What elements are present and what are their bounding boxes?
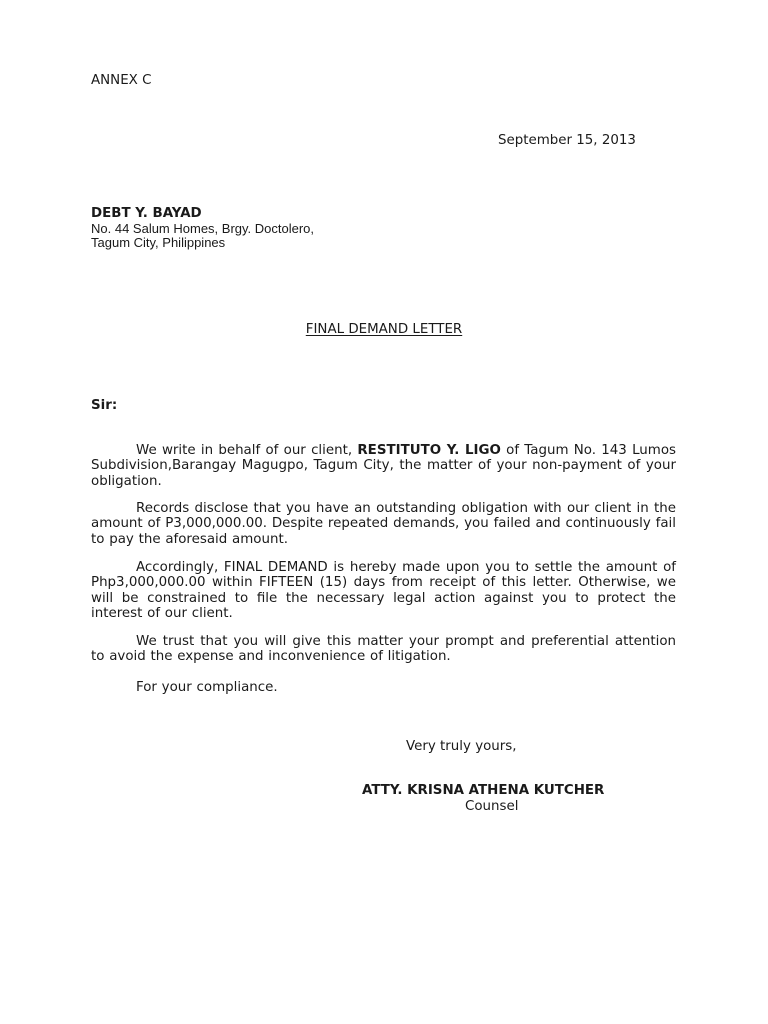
- closing-phrase: Very truly yours,: [406, 739, 517, 754]
- recipient-address-line1: No. 44 Salum Homes, Brgy. Doctolero,: [91, 221, 315, 236]
- client-name: RESTITUTO Y. LIGO: [357, 443, 501, 458]
- recipient-name: DEBT Y. BAYAD: [91, 206, 202, 221]
- salutation: Sir:: [91, 398, 118, 413]
- annex-label: ANNEX C: [91, 73, 152, 88]
- paragraph-4-text: We trust that you will give this matter your prompt and preferential attention to avoid the expense and inconvenience of litigation.: [91, 634, 676, 665]
- body-paragraph-3: [91, 560, 676, 621]
- recipient-address-line2: Tagum City, Philippines: [91, 235, 226, 250]
- body-paragraph-5: [91, 680, 676, 695]
- paragraph-5-text: For your compliance.: [136, 680, 278, 695]
- body-paragraph-4: [91, 634, 676, 665]
- paragraph-1-intro: We write in behalf of our client,: [136, 443, 358, 458]
- body-paragraph-2: [91, 501, 676, 547]
- letter-subject: FINAL DEMAND LETTER: [305, 322, 463, 337]
- letter-date: September 15, 2013: [498, 133, 636, 148]
- paragraph-1-rest: of Tagum No. 143 Lumos Subdivision,Barangay Magugpo, Tagum City, the matter of your non-payment of your obligation.: [91, 443, 676, 489]
- paragraph-3-text: Accordingly, FINAL DEMAND is hereby made upon you to settle the amount of Php3,000,000.00 within FIFTEEN (15) days from receipt of this letter. Otherwise, we will be constrained to file the necessary legal action against you to protect the interest of our client.: [91, 560, 676, 621]
- signer-title: Counsel: [465, 799, 519, 814]
- paragraph-2-text: Records disclose that you have an outstanding obligation with our client in the amount of P3,000,000.00. Despite repeated demands, you failed and continuously fail to pay the aforesaid amount.: [91, 501, 676, 547]
- signer-name: ATTY. KRISNA ATHENA KUTCHER: [362, 783, 605, 798]
- body-paragraph-1: [91, 443, 676, 489]
